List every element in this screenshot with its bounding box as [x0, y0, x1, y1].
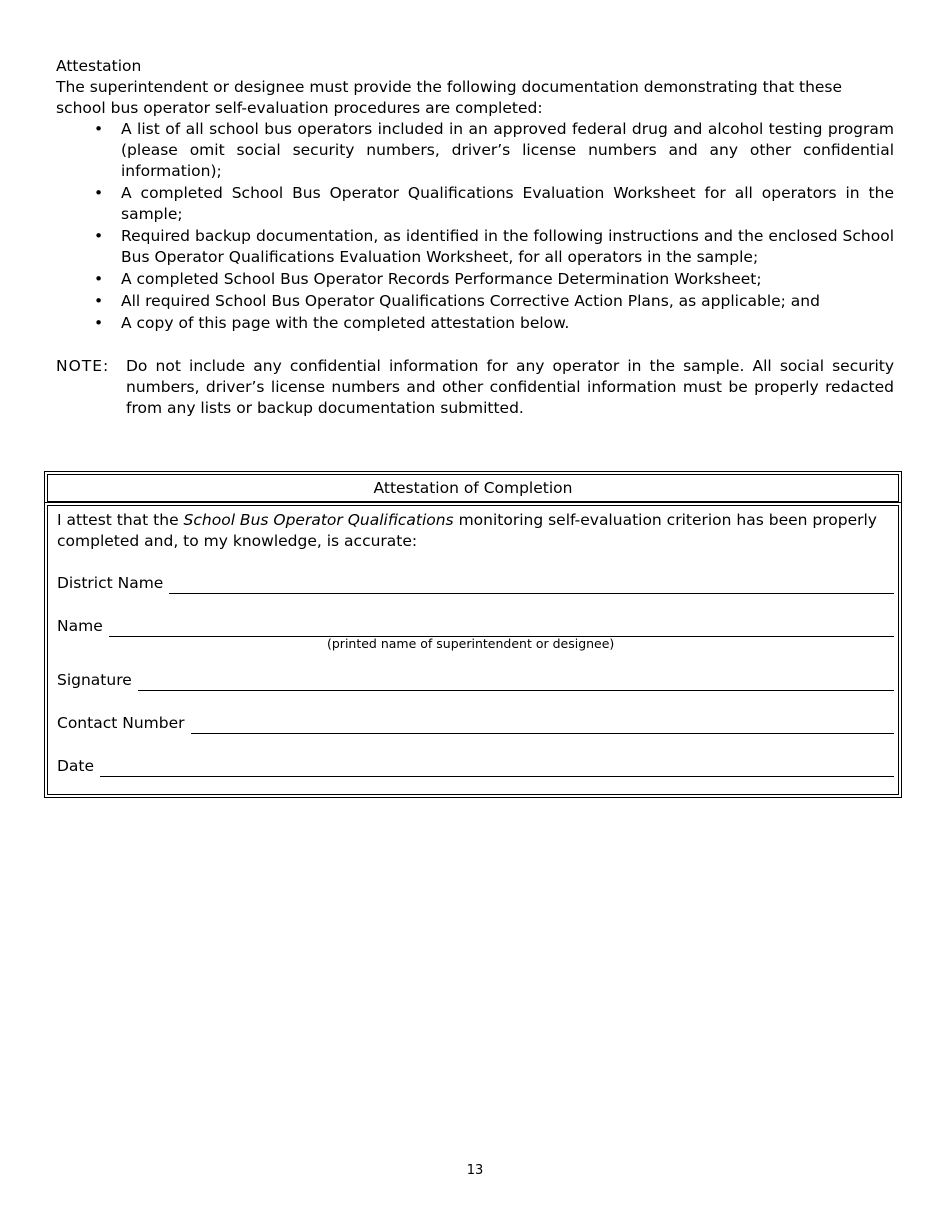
name-hint: (printed name of superintendent or designee): [327, 636, 615, 651]
date-label: Date: [57, 757, 95, 775]
contact-number-field: [57, 713, 894, 734]
attestation-statement: [57, 510, 893, 552]
name-field: [57, 616, 894, 651]
signature-field: [57, 670, 894, 691]
list-item: • A completed School Bus Operator Records Performance Determination Worksheet;: [121, 269, 894, 290]
document-page: [56, 56, 894, 419]
date-input-line[interactable]: [100, 758, 894, 777]
contact-number-input-line[interactable]: [191, 715, 895, 734]
district-name-input-line[interactable]: [169, 575, 894, 594]
attest-emphasis: School Bus Operator Qualifications: [183, 511, 454, 529]
attest-prefix: I attest that the: [57, 511, 184, 529]
date-field: [57, 756, 894, 777]
note-label: NOTE:: [56, 357, 110, 375]
note-block: [56, 356, 894, 419]
attestation-title-box: [44, 471, 902, 503]
attestation-title: Attestation of Completion: [47, 474, 899, 502]
attest-suffix: monitoring self-evaluation criterion has been properly completed and, to my knowledge, is accurate:: [57, 511, 877, 550]
list-item: • A copy of this page with the completed attestation below.: [121, 313, 894, 334]
list-item: • A completed School Bus Operator Qualifications Evaluation Worksheet for all operators in the sample;: [121, 183, 894, 225]
district-name-label: District Name: [57, 574, 164, 592]
list-item: • A list of all school bus operators included in an approved federal drug and alcohol testing program (please omit social security numbers, driver’s license numbers and any other confidential information);: [121, 119, 894, 182]
page-number: 13: [466, 1163, 484, 1178]
district-name-field: [57, 573, 894, 594]
name-label: Name: [57, 617, 103, 635]
section-heading: Attestation: [56, 57, 142, 75]
intro-paragraph: The superintendent or designee must provide the following documentation demonstrating that these school bus operator self-evaluation procedures are completed:: [56, 78, 843, 117]
signature-label: Signature: [57, 671, 132, 689]
attestation-form-box: [44, 502, 902, 798]
attestation-form: [47, 505, 899, 795]
list-item: • Required backup documentation, as identified in the following instructions and the enclosed School Bus Operator Qualifications Evaluation Worksheet, for all operators in the sample;: [121, 226, 894, 268]
name-input-line[interactable]: [109, 618, 894, 637]
signature-input-line[interactable]: [138, 672, 894, 691]
contact-number-label: Contact Number: [57, 714, 185, 732]
list-item: • All required School Bus Operator Qualifications Corrective Action Plans, as applicable; and: [121, 291, 894, 312]
note-text: Do not include any confidential information for any operator in the sample. All social security numbers, driver’s license numbers and other confidential information must be properly redacted from any lists or backup documentation submitted.: [126, 357, 894, 417]
requirements-list: [56, 119, 894, 334]
